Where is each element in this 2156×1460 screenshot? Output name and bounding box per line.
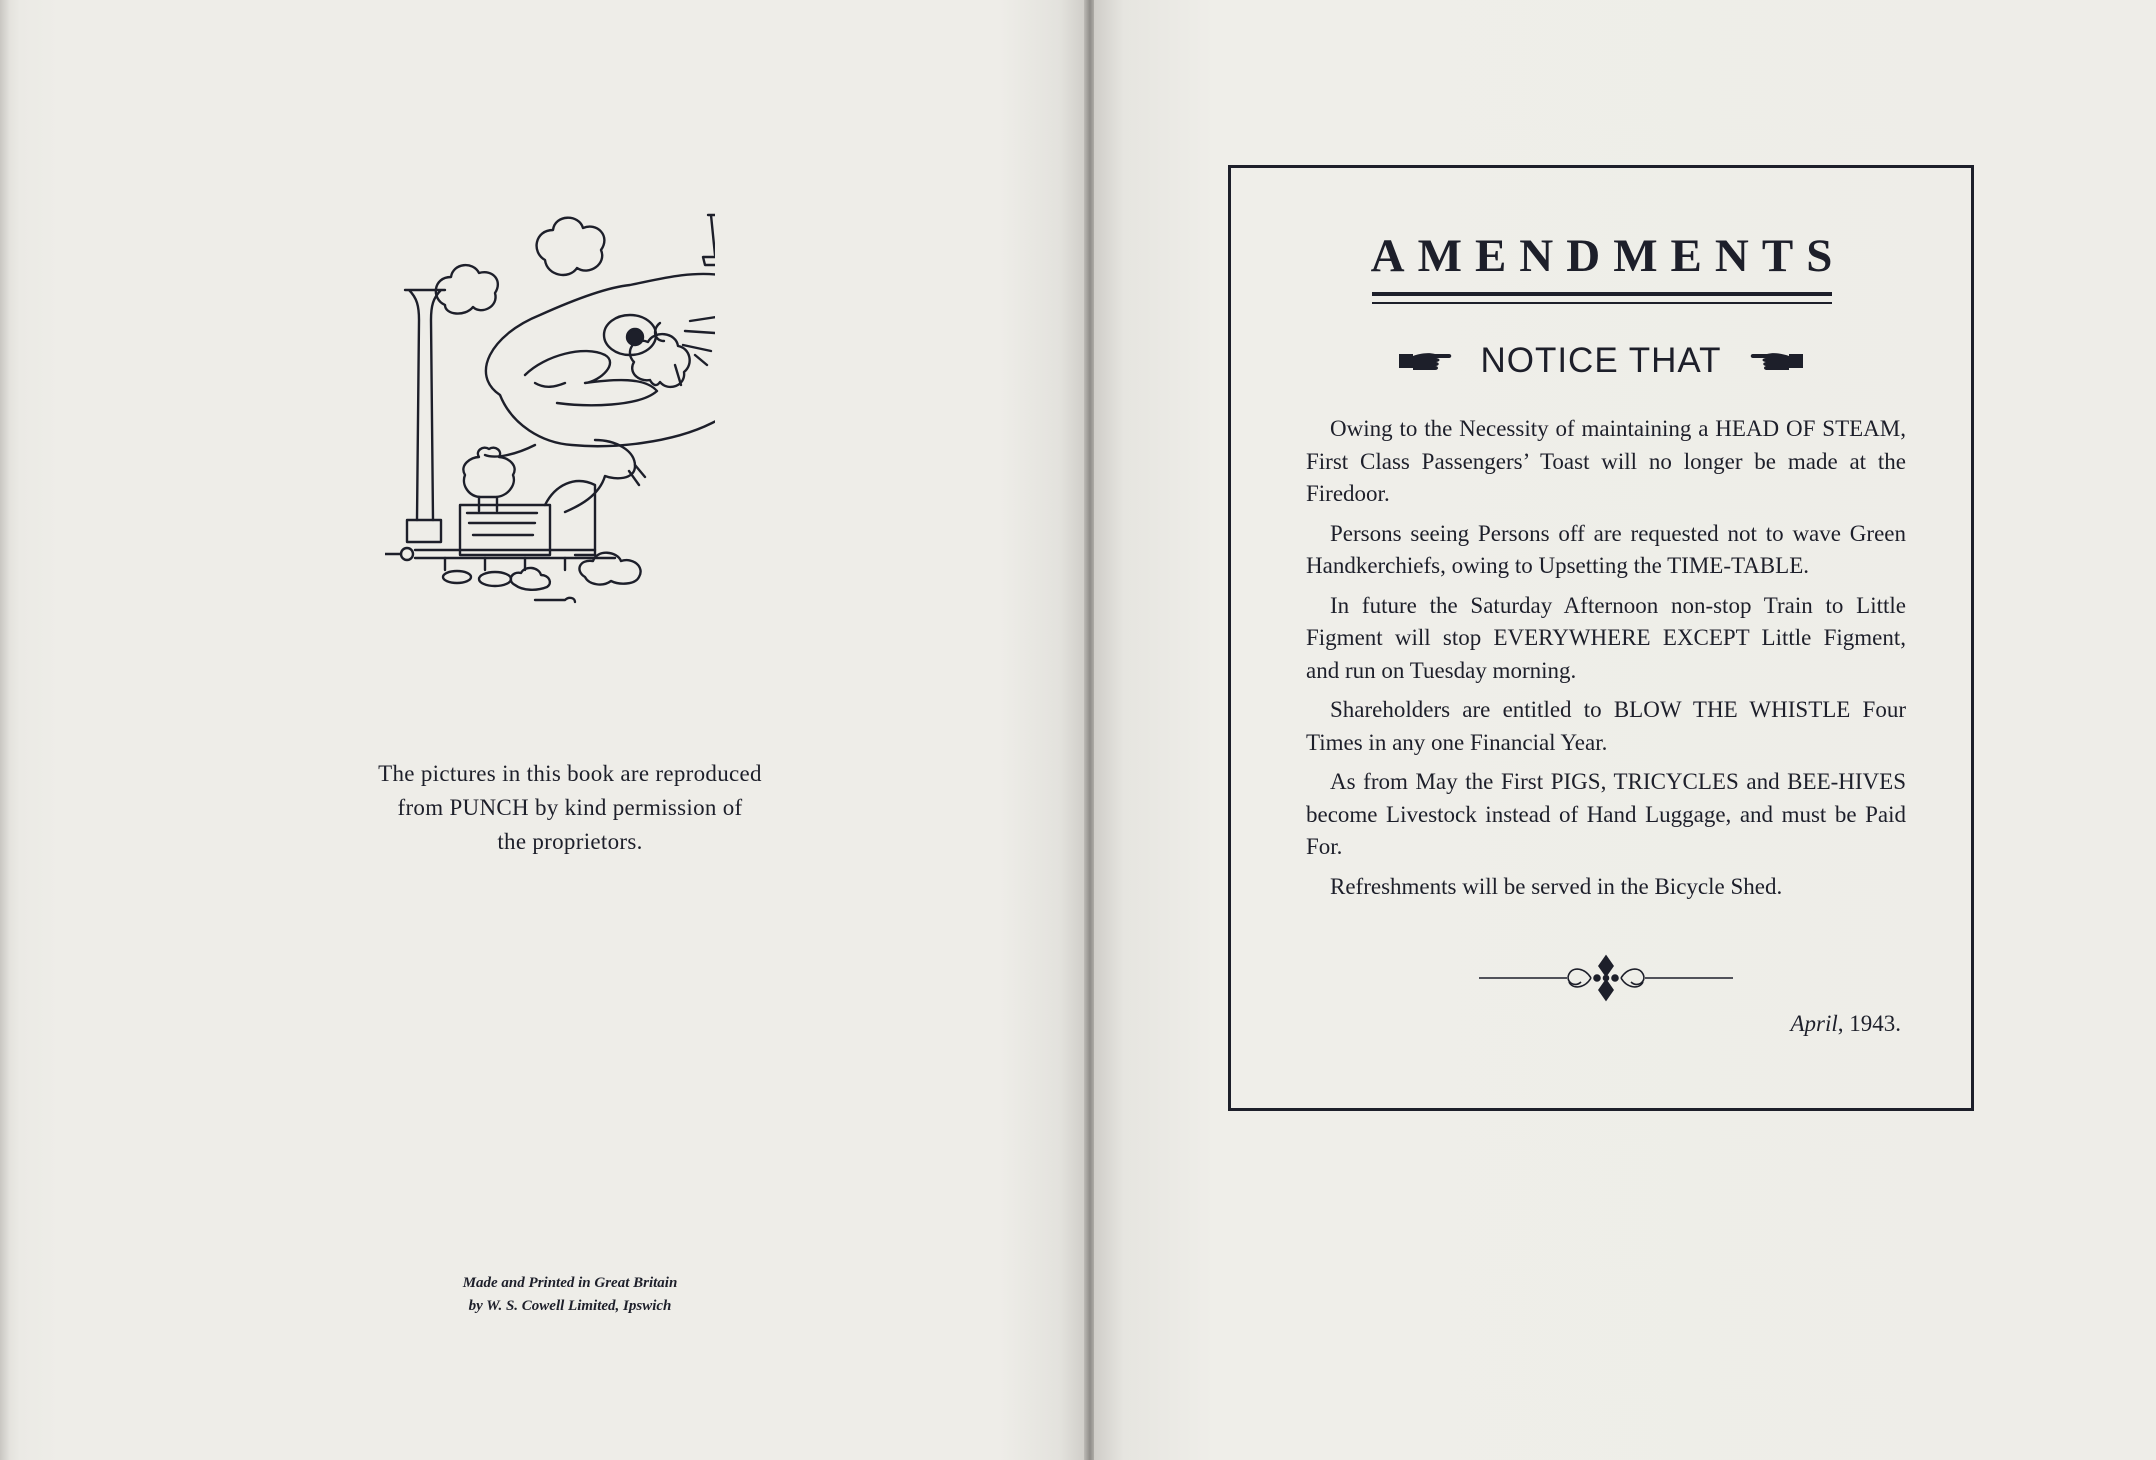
notice-label: NOTICE THAT — [1480, 340, 1722, 380]
amendment-list — [1306, 413, 1906, 910]
amendment-paragraph: In future the Saturday Afternoon non-stop Train to Little Figment will stop EVERYWHERE EXCEPT Little Figment, and run on Tuesday morning. — [1306, 592, 1906, 683]
amendments-notice-box — [1228, 165, 1974, 1111]
date-month: April — [1790, 1011, 1838, 1036]
amendment-paragraph: Persons seeing Persons off are requested not to wave Green Handkerchiefs, owing to Upsetting the TIME-TABLE. — [1306, 520, 1906, 578]
credit-line: The pictures in this book are reproduced — [378, 761, 762, 786]
title-double-rule — [1372, 292, 1832, 304]
pointing-hand-icon — [1397, 348, 1453, 374]
imprint-line: Made and Printed in Great Britain — [462, 1275, 678, 1291]
amendment-paragraph: Shareholders are entitled to BLOW THE WHISTLE Four Times in any one Financial Year. — [1306, 697, 1906, 755]
imprint-line: by W. S. Cowell Limited, Ipswich — [468, 1298, 672, 1314]
page-title: AMENDMENTS — [1370, 230, 1846, 282]
notice-date — [1790, 1008, 1901, 1040]
decorative-ornament — [1479, 948, 1733, 1008]
page-edge — [0, 0, 10, 1460]
permission-credit — [300, 757, 840, 859]
right-page — [1094, 0, 2156, 1460]
credit-line: from PUNCH by kind permission of — [397, 795, 743, 820]
date-year: , 1943. — [1837, 1011, 1901, 1036]
pointing-hand-icon — [1749, 348, 1805, 374]
amendment-paragraph: Refreshments will be served in the Bicycle Shed. — [1330, 873, 1783, 899]
printer-imprint — [400, 1272, 740, 1318]
credit-line: the proprietors. — [497, 829, 643, 854]
amendment-paragraph: Owing to the Necessity of maintaining a HEAD OF STEAM, First Class Passengers’ Toast will no longer be made at the Firedoor. — [1306, 416, 1906, 506]
locomotive-cartoon-illustration — [385, 205, 715, 645]
notice-heading — [1231, 338, 1971, 382]
amendment-paragraph: As from May the First PIGS, TRICYCLES and BEE-HIVES become Livestock instead of Hand Luggage, and must be Paid For. — [1306, 769, 1906, 859]
